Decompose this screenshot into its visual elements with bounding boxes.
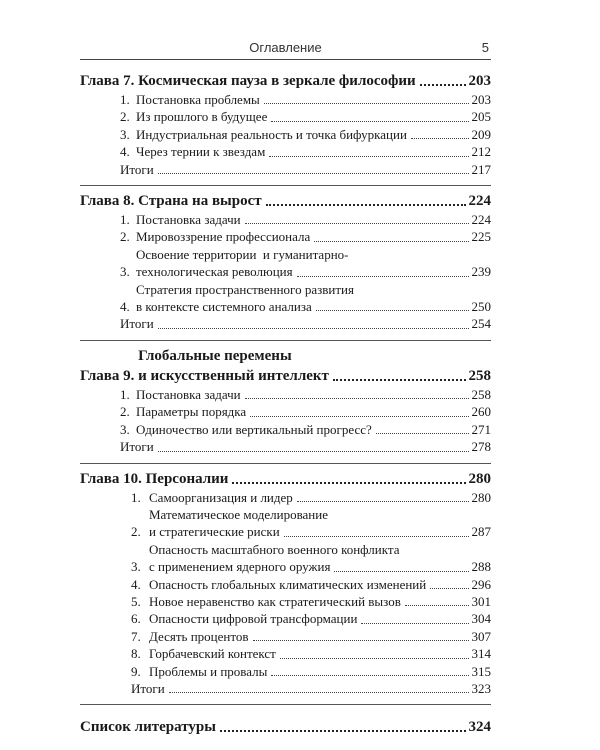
section-page: 224 — [471, 212, 491, 228]
toc-entry[interactable] — [80, 645, 491, 662]
section-title: Мировоззрение профессионала — [136, 229, 311, 245]
section-title-line-2: технологическая революция — [136, 264, 293, 280]
dot-leader — [333, 379, 466, 381]
section-number: 1. — [131, 489, 141, 505]
section-number: 4. — [120, 144, 130, 160]
chapter-9 — [80, 341, 491, 464]
section-title: Самоорганизация и лидер — [149, 489, 293, 505]
section-page: 307 — [471, 628, 491, 644]
section-page: 288 — [471, 559, 491, 575]
section-page: 260 — [471, 404, 491, 420]
toc-entry[interactable] — [80, 593, 491, 610]
header-rule — [80, 59, 491, 60]
toc-entry[interactable] — [80, 663, 491, 680]
table-of-contents — [80, 66, 491, 744]
dot-leader — [250, 416, 468, 417]
dot-leader — [314, 241, 468, 242]
dot-leader — [158, 328, 469, 329]
section-number: 3. — [131, 559, 141, 575]
dot-leader — [284, 536, 469, 537]
dot-leader — [361, 623, 468, 624]
summary-title: Итоги — [120, 161, 154, 177]
toc-entry[interactable] — [80, 628, 491, 645]
summary-title: Итоги — [120, 316, 154, 332]
summary-page: 278 — [471, 439, 491, 455]
section-number: 1. — [120, 92, 130, 107]
section-number: 6. — [131, 611, 141, 627]
dot-leader — [405, 605, 469, 606]
toc-entry[interactable] — [80, 211, 491, 228]
section-title: Горбачевский контекст — [149, 646, 276, 662]
chapter-heading[interactable] — [80, 469, 491, 489]
summary-page: 323 — [471, 680, 491, 696]
chapter-heading[interactable] — [80, 191, 491, 211]
dot-leader — [220, 730, 466, 732]
bibliography-heading[interactable] — [80, 717, 491, 737]
section-title-line-1: Опасность масштабного военного конфликта — [149, 541, 400, 557]
chapter-8 — [80, 186, 491, 341]
section-title: Из прошлого в будущее — [136, 109, 268, 125]
section-page: 315 — [471, 663, 491, 679]
section-title-line-1: Математическое моделирование — [149, 506, 328, 522]
section-page: 280 — [471, 489, 491, 505]
dot-leader — [316, 310, 469, 311]
toc-entry[interactable] — [80, 143, 491, 160]
dot-leader — [245, 223, 469, 224]
section-number: 1. — [120, 212, 130, 228]
toc-entry[interactable] — [80, 541, 491, 576]
dot-leader — [430, 588, 468, 589]
section-page: 225 — [471, 229, 491, 245]
section-page: 239 — [471, 264, 491, 280]
running-header-title: Оглавление — [249, 40, 322, 55]
bibliography-page: 324 — [468, 719, 491, 736]
section-title: Проблемы и провалы — [149, 663, 268, 679]
chapter-title-line-2: и искусственный интеллект — [138, 367, 329, 384]
toc-entry[interactable] — [80, 403, 491, 420]
toc-entry[interactable] — [80, 281, 491, 316]
section-number: 2. — [120, 404, 130, 420]
summary-entry[interactable] — [80, 161, 491, 178]
dot-leader — [271, 121, 468, 122]
section-title: Индустриальная реальность и точка бифуркации — [136, 126, 407, 142]
toc-entry[interactable] — [80, 126, 491, 143]
section-number: 7. — [131, 628, 141, 644]
section-title: Постановка проблемы — [136, 92, 260, 107]
section-title: Опасности цифровой трансформации — [149, 611, 358, 627]
section-page: 301 — [471, 593, 491, 609]
dot-leader — [245, 398, 469, 399]
summary-entry[interactable] — [80, 438, 491, 455]
toc-entry[interactable] — [80, 228, 491, 245]
chapter-label: Глава 10. — [80, 470, 142, 487]
dot-leader — [253, 640, 469, 641]
section-page: 296 — [471, 576, 491, 592]
toc-entry[interactable] — [80, 91, 491, 108]
section-page: 258 — [471, 386, 491, 402]
section-title: Одиночество или вертикальный прогресс? — [136, 421, 372, 437]
toc-entry[interactable] — [80, 506, 491, 541]
dot-leader — [269, 156, 468, 157]
chapter-page: 280 — [468, 470, 491, 487]
chapter-heading[interactable] — [80, 71, 491, 91]
section-title-line-2: в контексте системного анализа — [136, 299, 312, 315]
section-page: 287 — [471, 524, 491, 540]
chapter-7 — [80, 66, 491, 186]
chapter-heading[interactable] — [80, 346, 491, 386]
page-number: 5 — [481, 40, 489, 55]
summary-entry[interactable] — [80, 315, 491, 332]
section-title-line-1: Стратегия пространственного развития — [136, 281, 354, 297]
dot-leader — [420, 84, 466, 86]
section-page: 271 — [471, 421, 491, 437]
section-title: Параметры порядка — [136, 404, 247, 420]
section-number: 3. — [120, 126, 130, 142]
toc-entry[interactable] — [80, 246, 491, 281]
summary-page: 254 — [471, 316, 491, 332]
chapter-label: Глава 9. — [80, 367, 135, 384]
dot-leader — [266, 204, 466, 206]
chapter-label: Глава 8. — [80, 193, 135, 210]
dot-leader — [376, 433, 469, 434]
section-title: Постановка задачи — [136, 386, 241, 402]
dot-leader — [280, 658, 469, 659]
section-title: Постановка задачи — [136, 212, 241, 228]
dot-leader — [264, 103, 469, 104]
section-number: 5. — [131, 593, 141, 609]
section-page: 304 — [471, 611, 491, 627]
toc-entry[interactable] — [80, 386, 491, 403]
chapter-page: 258 — [468, 367, 491, 384]
chapter-title: Персоналии — [145, 470, 229, 487]
bibliography-title: Список литературы — [80, 719, 216, 736]
section-number: 2. — [131, 524, 141, 540]
dot-leader — [232, 482, 465, 484]
section-title-line-2: и стратегические риски — [149, 524, 280, 540]
dot-leader — [297, 276, 469, 277]
section-page: 250 — [471, 299, 491, 315]
section-page: 203 — [471, 92, 491, 107]
section-title: Десять процентов — [149, 628, 249, 644]
summary-title: Итоги — [120, 439, 154, 455]
chapter-title: Страна на вырост — [138, 193, 262, 210]
chapter-10 — [80, 464, 491, 706]
toc-entry[interactable] — [80, 421, 491, 438]
dot-leader — [411, 138, 469, 139]
section-page: 209 — [471, 126, 491, 142]
section-title: Опасность глобальных климатических изменений — [149, 576, 427, 592]
dot-leader — [297, 501, 469, 502]
section-title-line-1: Освоение территории и гуманитарно- — [136, 246, 349, 262]
dot-leader — [158, 451, 469, 452]
section-number: 3. — [120, 421, 130, 437]
section-page: 314 — [471, 646, 491, 662]
chapter-title: Космическая пауза в зеркале философии — [138, 73, 416, 89]
toc-entry[interactable] — [80, 576, 491, 593]
toc-entry[interactable] — [80, 610, 491, 627]
section-number: 3. — [120, 264, 130, 280]
toc-entry[interactable] — [80, 489, 491, 506]
chapter-label: Глава 7. — [80, 73, 135, 89]
summary-entry[interactable] — [80, 680, 491, 697]
section-number: 2. — [120, 109, 130, 125]
section-number: 9. — [131, 663, 141, 679]
chapter-page: 203 — [468, 73, 491, 89]
section-title-line-2: с применением ядерного оружия — [149, 559, 331, 575]
dot-leader — [271, 675, 468, 676]
section-page: 205 — [471, 109, 491, 125]
summary-title: Итоги — [131, 680, 165, 696]
section-number: 1. — [120, 386, 130, 402]
section-title: Через тернии к звездам — [136, 144, 266, 160]
summary-page: 217 — [471, 161, 491, 177]
dot-leader — [334, 571, 468, 572]
bibliography-section — [80, 705, 491, 744]
section-number: 4. — [120, 299, 130, 315]
running-header — [80, 40, 491, 60]
dot-leader — [169, 692, 469, 693]
section-number: 4. — [131, 576, 141, 592]
chapter-page: 224 — [468, 193, 491, 210]
chapter-title-line-1: Глобальные перемены — [138, 347, 292, 364]
section-number: 8. — [131, 646, 141, 662]
dot-leader — [158, 173, 469, 174]
section-number: 2. — [120, 229, 130, 245]
section-title: Новое неравенство как стратегический вызов — [149, 593, 401, 609]
section-page: 212 — [471, 144, 491, 160]
toc-entry[interactable] — [80, 108, 491, 125]
